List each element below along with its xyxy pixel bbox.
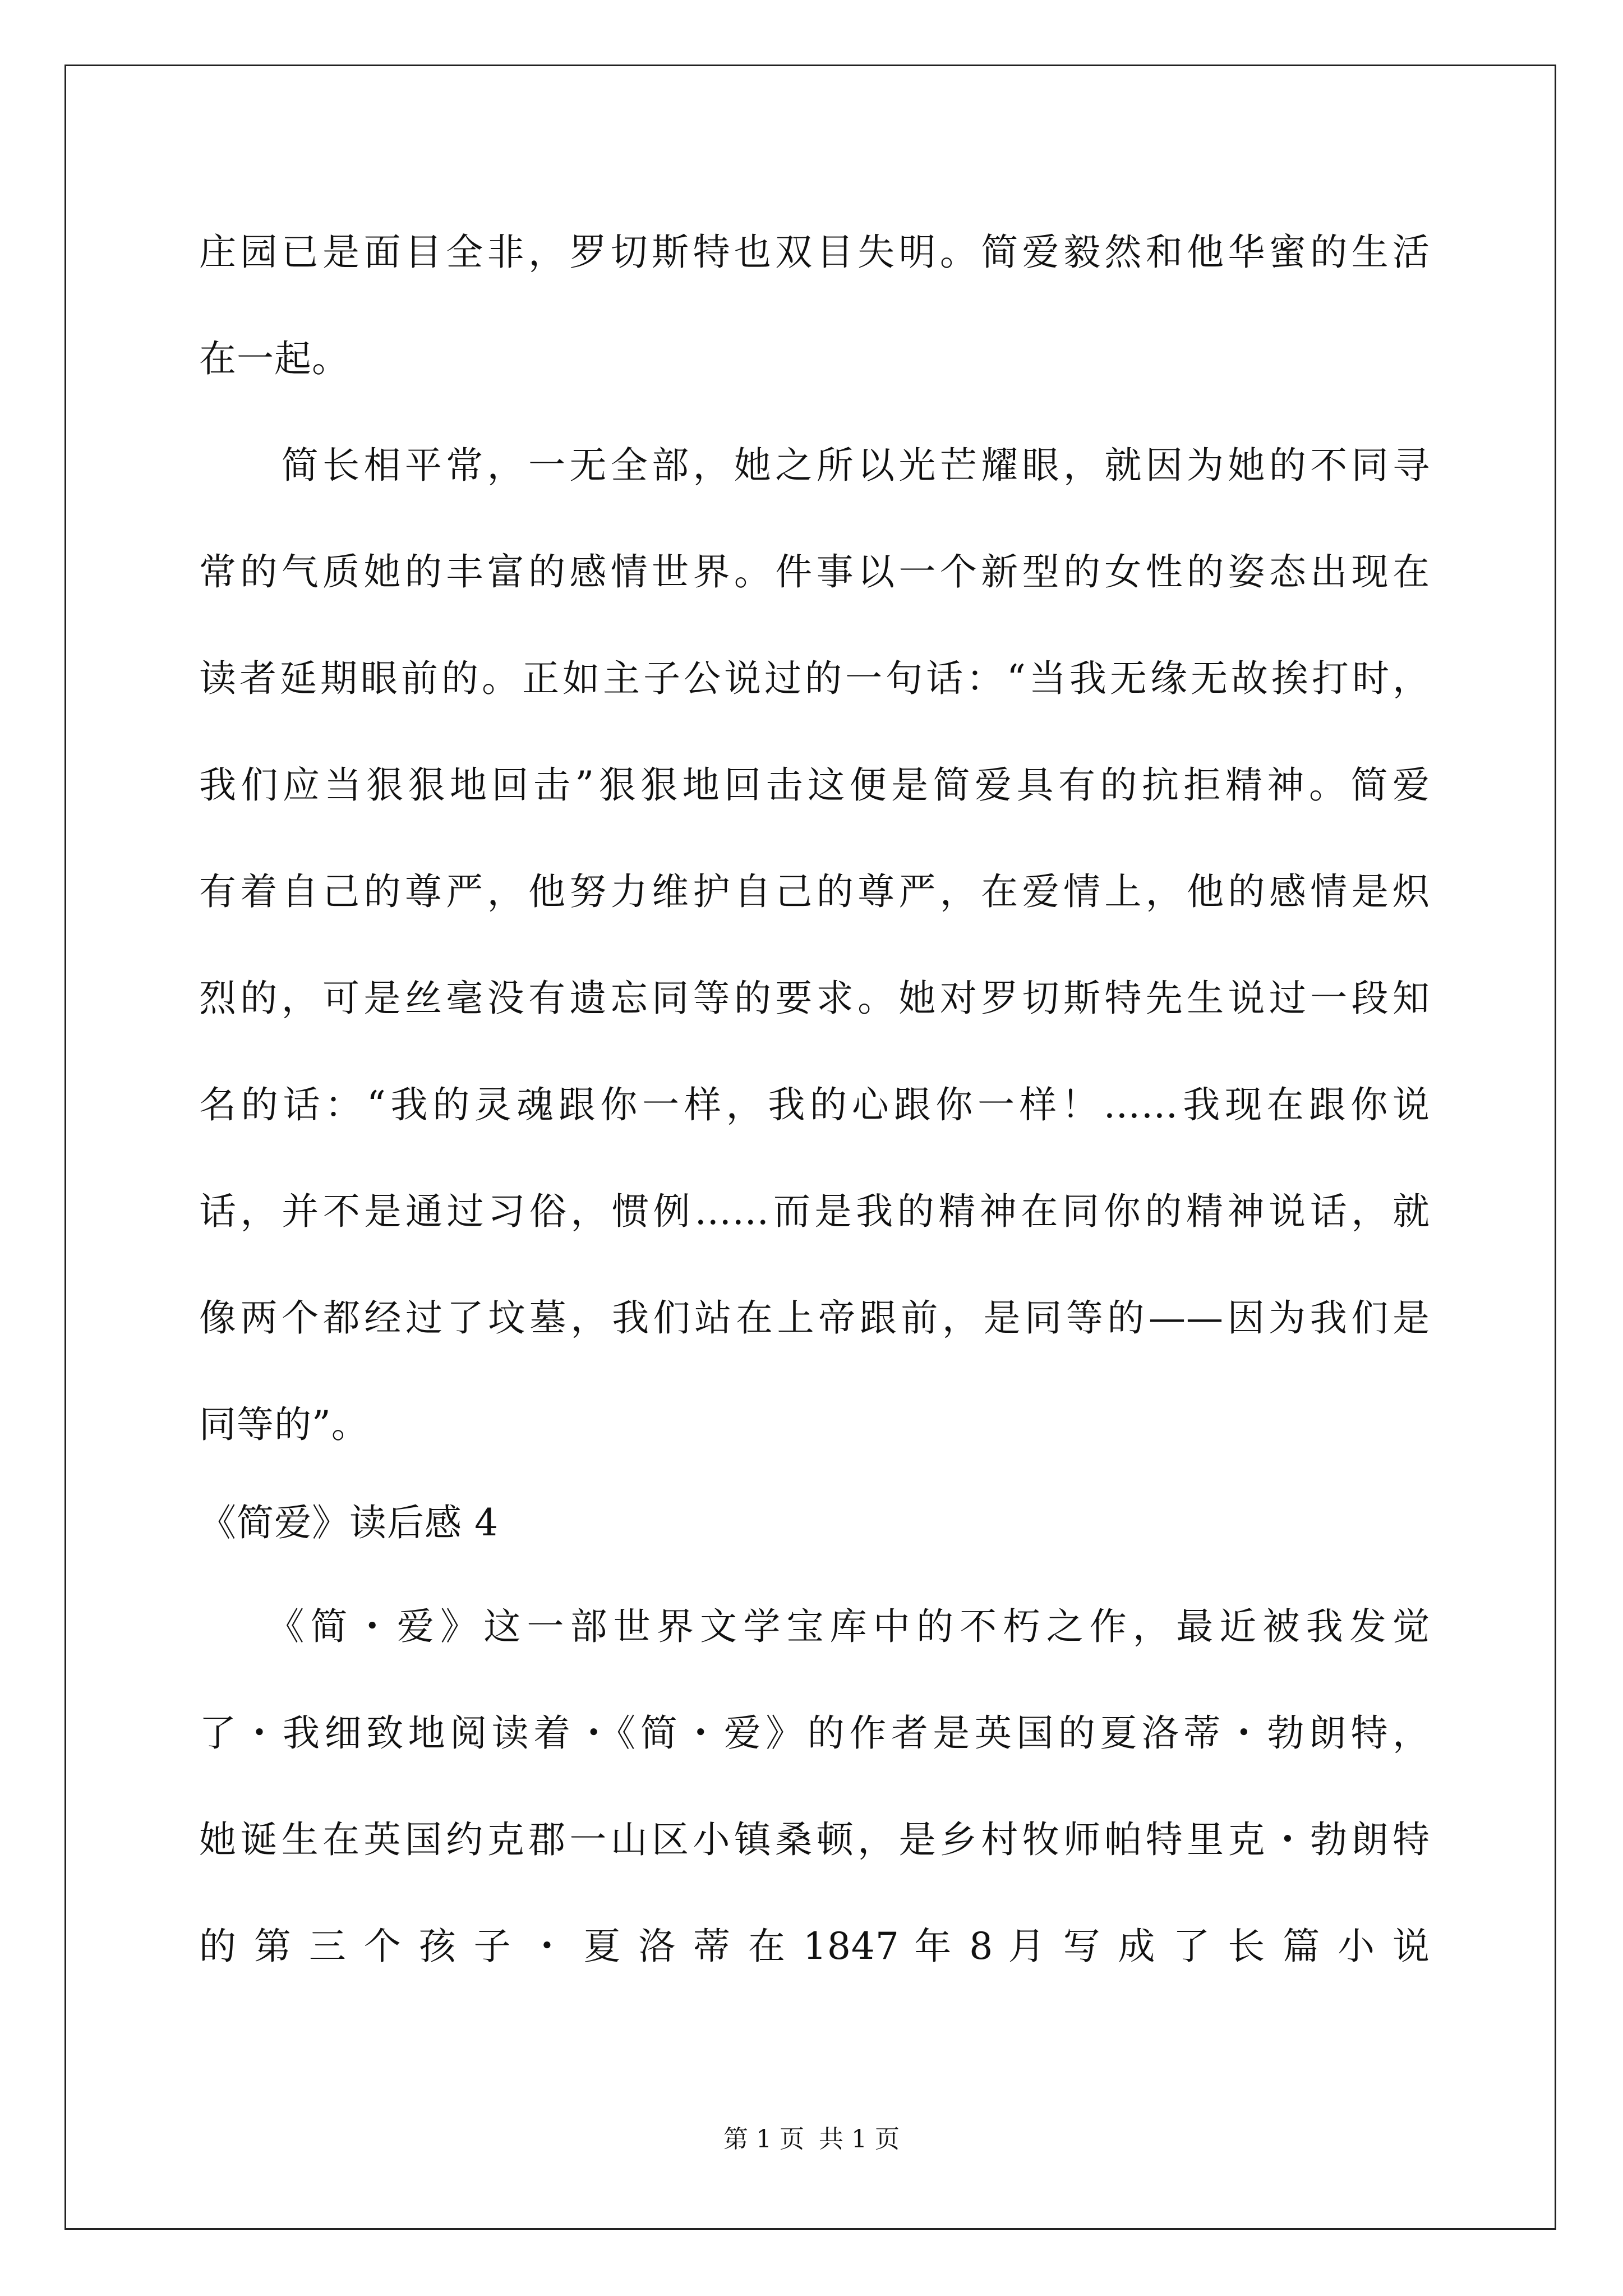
paragraph-line: 的 第 三 个 孩 子 ・ 夏 洛 蒂 在 1847 年 8 月 写 成 了 长 篇 小 说 (199, 1925, 1430, 1968)
paragraph-line: 名的话：“我的灵魂跟你一样，我的心跟你一样！……我现在跟你说 (199, 1083, 1430, 1126)
paragraph-line: 有着自己的尊严，他努力维护自己的尊严，在爱情上，他的感情是炽 (199, 870, 1430, 913)
paragraph-line: 我们应当狠狠地回击”狠狠地回击这便是简爱具有的抗拒精神。简爱 (199, 763, 1430, 807)
paragraph-line: 了・我细致地阅读着・《简・爱》的作者是英国的夏洛蒂・勃朗特， (199, 1711, 1430, 1755)
paragraph-line: 她诞生在英国约克郡一山区小镇桑顿，是乡村牧师帕特里克・勃朗特 (199, 1818, 1430, 1861)
paragraph-line: 像两个都经过了坟墓，我们站在上帝跟前，是同等的——因为我们是 (199, 1296, 1430, 1340)
page-border (64, 65, 1556, 2230)
paragraph-line: 同等的”。 (199, 1403, 369, 1446)
paragraph-line: 简长相平常，一无全部，她之所以光芒耀眼，就因为她的不同寻 (199, 444, 1430, 487)
paragraph-line: 庄园已是面目全非，罗切斯特也双目失明。简爱毅然和他华蜜的生活 (199, 231, 1430, 274)
paragraph-line: 烈的，可是丝毫没有遗忘同等的要求。她对罗切斯特先生说过一段知 (199, 977, 1430, 1020)
page-total: 共 1 页 (819, 2125, 900, 2154)
paragraph-line: 话，并不是通过习俗，惯例……而是我的精神在同你的精神说话，就 (199, 1190, 1430, 1233)
paragraph-line: 《简・爱》这一部世界文学宝库中的不朽之作，最近被我发觉 (199, 1605, 1430, 1648)
paragraph-line: 读者延期眼前的。正如主子公说过的一句话：“当我无缘无故挨打时， (199, 657, 1430, 700)
section-heading: 《简爱》读后感 4 (199, 1501, 499, 1544)
page-footer (0, 2123, 1623, 2156)
page-number: 第 1 页 (723, 2125, 804, 2154)
paragraph-line: 在一起。 (199, 337, 349, 380)
paragraph-line: 常的气质她的丰富的感情世界。件事以一个新型的女性的姿态出现在 (199, 550, 1430, 593)
